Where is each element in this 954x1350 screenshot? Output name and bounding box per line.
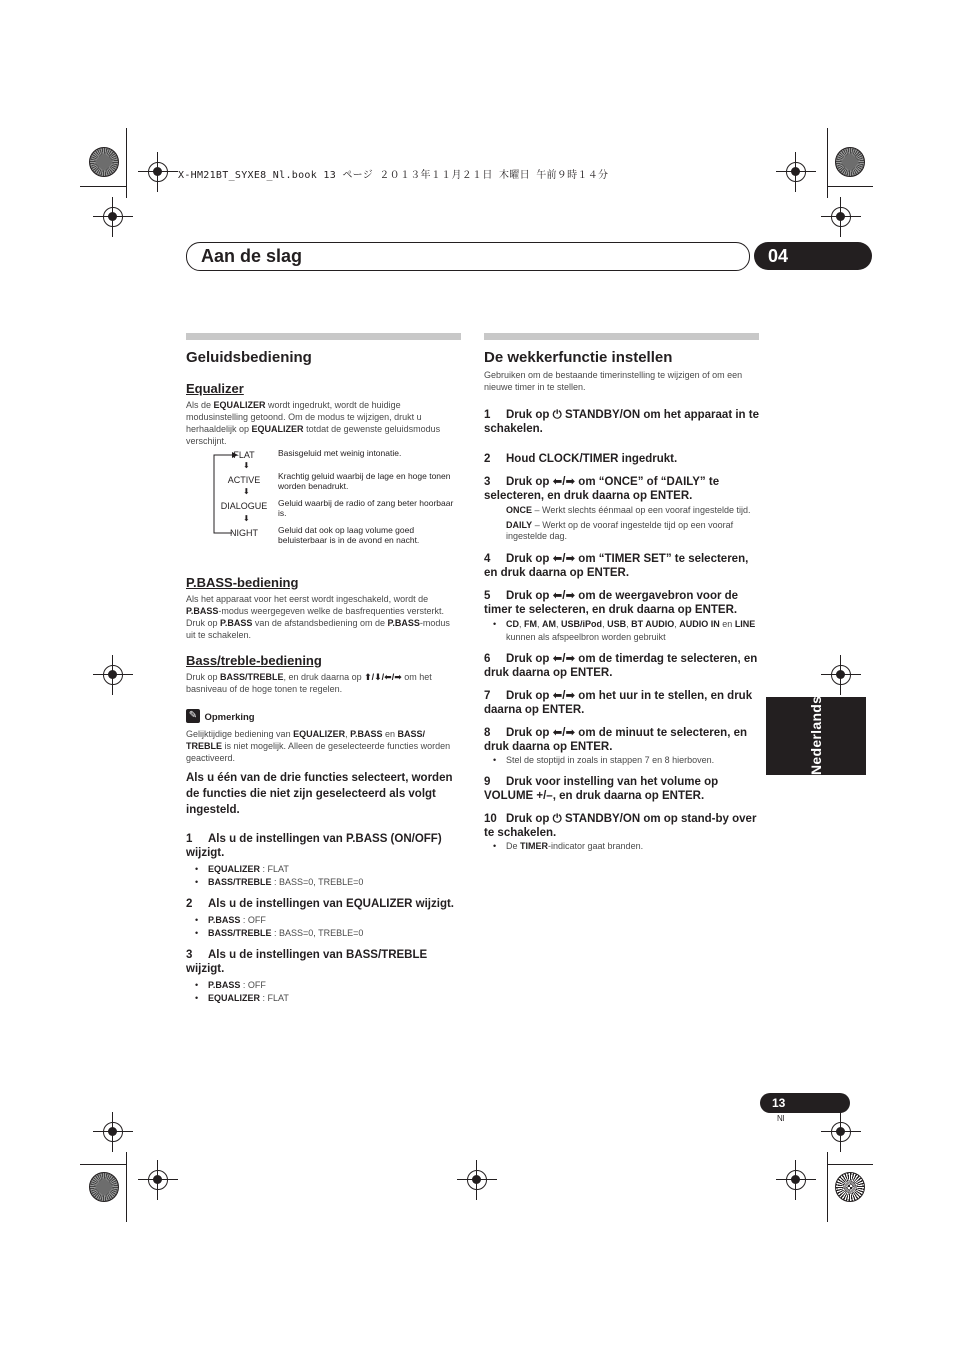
eq-mode-desc: Geluid waarbij de radio of zang beter hoorbaar is. bbox=[278, 498, 454, 518]
list-item: • EQUALIZER : FLAT bbox=[195, 863, 461, 876]
language-tab bbox=[766, 697, 866, 775]
eq-mode-dialogue: DIALOGUE bbox=[220, 501, 268, 511]
eq-mode-flat: FLAT bbox=[233, 450, 255, 460]
registration-disc-icon bbox=[89, 147, 119, 177]
left-right-arrows-icon: ⬅/➡ bbox=[552, 689, 576, 702]
section-bar bbox=[484, 333, 759, 340]
list-item: • P.BASS : OFF bbox=[195, 979, 461, 992]
crosshair-icon bbox=[776, 152, 816, 192]
trim-mark bbox=[126, 1152, 127, 1222]
crosshair-icon bbox=[457, 1160, 497, 1200]
crosshair-icon bbox=[138, 152, 178, 192]
once-description: ONCE – Werkt slechts éénmaal op een vooraf ingestelde tijd. bbox=[506, 505, 751, 515]
section-heading-geluidsbediening: Geluidsbediening bbox=[186, 349, 312, 366]
page-language: Nl bbox=[777, 1114, 785, 1123]
equalizer-heading: Equalizer bbox=[186, 381, 244, 396]
list-item: • BASS/TREBLE : BASS=0, TREBLE=0 bbox=[195, 927, 461, 940]
bass-treble-text: Druk op BASS/TREBLE, en druk daarna op ⬆/⬇/⬅/➡ om het basniveau of de hoge tonen te regelen. bbox=[186, 672, 432, 694]
eq-mode-desc: Basisgeluid met weinig intonatie. bbox=[278, 448, 402, 458]
alarm-step-4: 4 Druk op ⬅/➡ om “TIMER SET” te selecteren, en druk daarna op ENTER. bbox=[484, 552, 749, 579]
list-item: • P.BASS : OFF bbox=[195, 914, 461, 927]
step-3: 3 Als u de instellingen van BASS/TREBLE wijzigt. • P.BASS : OFF • EQUALIZER : FLAT bbox=[186, 948, 461, 1005]
crosshair-icon bbox=[821, 197, 861, 237]
step-1: 1 Als u de instellingen van P.BASS (ON/OFF) wijzigt. • EQUALIZER : FLAT • BASS/TREBLE : BASS=0, TREBLE=0 bbox=[186, 832, 461, 889]
crosshair-icon bbox=[821, 655, 861, 695]
registration-disc-icon bbox=[835, 147, 865, 177]
trim-mark bbox=[827, 1152, 828, 1222]
trim-mark bbox=[827, 186, 873, 187]
daily-description: DAILY – Werkt op de vooraf ingestelde tijd op een vooraf ingestelde dag. bbox=[506, 519, 734, 541]
crosshair-icon bbox=[93, 197, 133, 237]
crosshair-icon bbox=[776, 1160, 816, 1200]
power-icon: ⏻ bbox=[552, 812, 562, 825]
list-item: • EQUALIZER : FLAT bbox=[195, 992, 461, 1005]
pbass-text: Als het apparaat voor het eerst wordt ingeschakeld, wordt de P.BASS-modus weergegeven welke de basfrequenties versterkt. Druk op P.BASS van de afstandsbediening om de P.BASS-modus uit te schakelen. bbox=[186, 594, 450, 640]
alarm-step-1: 1 Druk op ⏻ STANDBY/ON om het apparaat in te schakelen. bbox=[484, 409, 759, 435]
pencil-icon: ✎ bbox=[186, 709, 200, 723]
note-text: Gelijktijdige bediening van EQUALIZER, P.BASS en BASS/ TREBLE is niet mogelijk. Alleen de geselecteerde functies worden geactiveerd. bbox=[186, 729, 451, 763]
alarm-step-8: 8 Druk op ⬅/➡ om de minuut te selecteren, en druk daarna op ENTER. bbox=[484, 726, 748, 753]
alarm-step-7: 7 Druk op ⬅/➡ om het uur in te stellen, en druk daarna op ENTER. bbox=[484, 689, 753, 716]
page-number: 13 bbox=[760, 1093, 850, 1113]
crosshair-icon bbox=[93, 1112, 133, 1152]
pbass-heading: P.BASS-bediening bbox=[186, 575, 299, 590]
list-item: • BASS/TREBLE : BASS=0, TREBLE=0 bbox=[195, 876, 461, 889]
chapter-number: 04 bbox=[754, 242, 872, 270]
registration-disc-icon bbox=[89, 1172, 119, 1202]
left-right-arrows-icon: ⬅/➡ bbox=[552, 552, 576, 565]
eq-mode-desc: Krachtig geluid waarbij de lage en hoge tonen worden benadrukt. bbox=[278, 471, 451, 491]
left-right-arrows-icon: ⬅/➡ bbox=[552, 652, 576, 665]
trim-mark bbox=[126, 128, 127, 198]
stop-time-list bbox=[484, 754, 759, 767]
alarm-step-3: 3 Druk op ⬅/➡ om “ONCE” of “DAILY” te selecteren, en druk daarna op ENTER. bbox=[484, 476, 720, 502]
down-arrow-icon: ⬇ bbox=[243, 487, 250, 496]
wekker-intro: Gebruiken om de bestaande timerinstelling te wijzigen of om een nieuwe timer in te stellen. bbox=[484, 370, 743, 392]
left-right-arrows-icon: ⬅/➡ bbox=[552, 476, 576, 488]
crosshair-icon bbox=[93, 655, 133, 695]
alarm-step-2: 2 Houd CLOCK/TIMER ingedrukt. bbox=[484, 453, 678, 465]
alarm-step-10: 10 Druk op ⏻ STANDBY/ON om op stand-by over te schakelen. bbox=[484, 812, 757, 839]
language-tab-label: Nederlands bbox=[808, 695, 824, 775]
note-block bbox=[186, 707, 461, 764]
function-selection-note: Als u één van de drie functies selecteert, worden de functies die niet zijn geselecteerd als volgt ingesteld. bbox=[186, 772, 453, 816]
timer-indicator-list bbox=[484, 840, 759, 853]
list-item: • De TIMER-indicator gaat branden. bbox=[493, 840, 759, 853]
down-arrow-icon: ⬇ bbox=[243, 461, 250, 470]
equalizer-mode-diagram bbox=[186, 448, 461, 571]
registration-disc-icon bbox=[835, 1172, 865, 1202]
note-heading: Opmerking bbox=[204, 712, 255, 723]
section-heading-wekkerfunctie: De wekkerfunctie instellen bbox=[484, 349, 673, 366]
right-column bbox=[484, 333, 759, 853]
left-right-arrows-icon: ⬅/➡ bbox=[552, 589, 576, 602]
equalizer-text: Als de EQUALIZER wordt ingedrukt, wordt de huidige modusinstelling getoond. Om de modus te wijzigen, drukt u herhaaldelijk op EQUALIZER totdat de gewenste geluidsmodus verschijnt. bbox=[186, 400, 441, 446]
list-item: • Stel de stoptijd in zoals in stappen 7 en 8 hierboven. bbox=[493, 754, 759, 767]
trim-mark bbox=[827, 1164, 873, 1165]
trim-mark bbox=[80, 1164, 126, 1165]
eq-mode-desc: Geluid dat ook op laag volume goed beluisterbaar is in de avond en nacht. bbox=[278, 525, 420, 545]
trim-mark bbox=[827, 128, 828, 198]
section-bar bbox=[186, 333, 461, 340]
alarm-step-9: 9 Druk voor instelling van het volume op VOLUME +/–, en druk daarna op ENTER. bbox=[484, 775, 719, 802]
book-info: X-HM21BT_SYXE8_Nl.book 13 ページ ２０１３年１１月２１日 木曜日 午前９時１４分 bbox=[178, 170, 609, 181]
left-column bbox=[186, 333, 461, 1005]
down-arrow-icon: ⬇ bbox=[243, 514, 250, 523]
eq-mode-active: ACTIVE bbox=[227, 475, 261, 485]
trim-mark bbox=[80, 186, 126, 187]
source-list bbox=[484, 618, 759, 644]
list-item: • CD, FM, AM, USB/iPod, USB, BT AUDIO, AUDIO IN en LINE kunnen als afspeelbron worden gebruikt bbox=[493, 618, 759, 644]
chapter-title: Aan de slag bbox=[201, 246, 303, 266]
bass-treble-heading: Bass/treble-bediening bbox=[186, 653, 322, 668]
alarm-step-5: 5 Druk op ⬅/➡ om de weergavebron voor de timer te selecteren, en druk daarna op ENTER. bbox=[484, 589, 739, 616]
crosshair-icon bbox=[821, 1112, 861, 1152]
crosshair-icon bbox=[138, 1160, 178, 1200]
alarm-step-6: 6 Druk op ⬅/➡ om de timerdag te selecteren, en druk daarna op ENTER. bbox=[484, 652, 758, 679]
arrow-keys-icon: ⬆/⬇/⬅/➡ bbox=[364, 672, 402, 682]
power-icon: ⏻ bbox=[552, 409, 562, 421]
eq-mode-night: NIGHT bbox=[230, 528, 258, 538]
left-right-arrows-icon: ⬅/➡ bbox=[552, 726, 576, 739]
step-2: 2 Als u de instellingen van EQUALIZER wijzigt. • P.BASS : OFF • BASS/TREBLE : BASS=0, TREBLE=0 bbox=[186, 897, 461, 940]
